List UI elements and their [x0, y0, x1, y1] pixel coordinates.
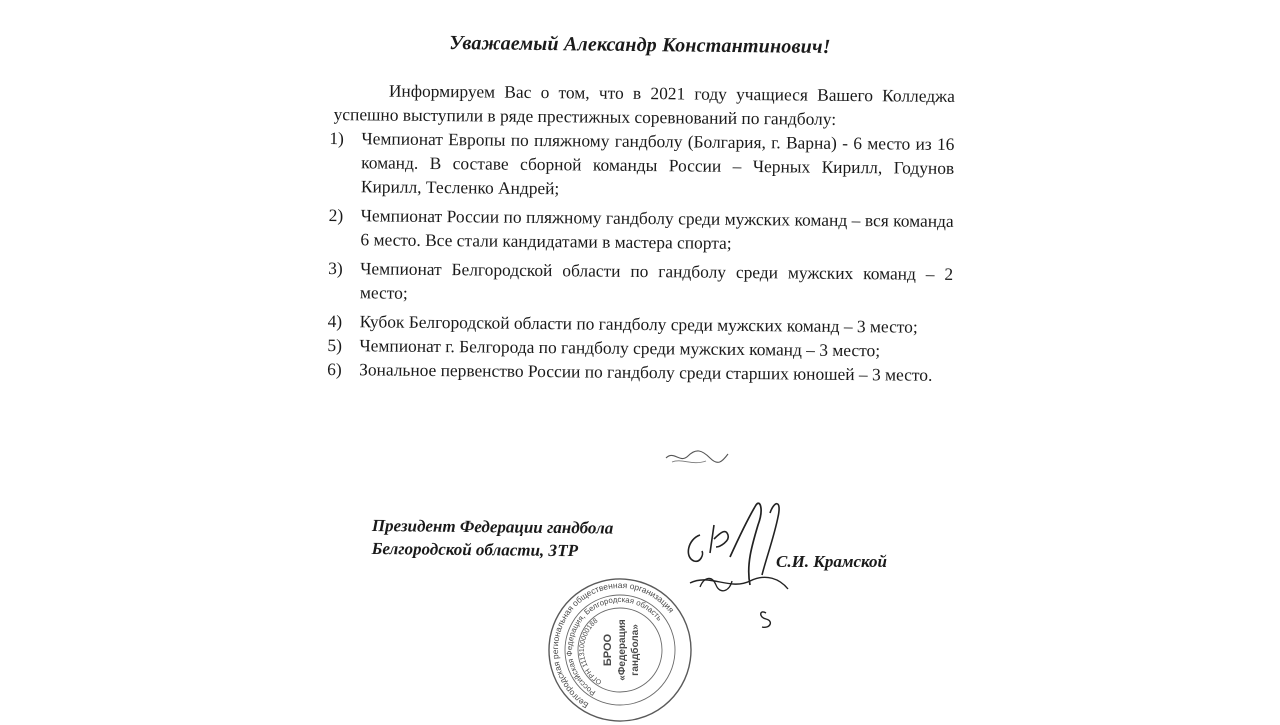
list-item	[328, 256, 953, 310]
list-item-number: 2)	[328, 204, 344, 226]
pen-scribble-mark	[662, 440, 732, 470]
list-item-number: 4)	[327, 310, 343, 332]
signer-name: С.И. Крамской	[776, 552, 887, 571]
intro-paragraph: Информируем Вас о том, что в 2021 году учащиеся Вашего Колледжа успешно выступили в ряде престижных соревнований по гандболу:	[333, 80, 955, 129]
signer-title-line1: Президент Федерации гандбола	[371, 515, 614, 538]
organization-stamp	[545, 575, 695, 725]
signer-title	[372, 514, 614, 563]
list-item-text: Чемпионат г. Белгорода по гандболу среди мужских команд – 3 место;	[359, 335, 881, 361]
stamp-center-line1: БРОО	[602, 633, 614, 667]
list-item	[328, 203, 953, 257]
letter-body	[327, 78, 955, 387]
list-item	[327, 357, 952, 387]
stamp-center-line2: «Федерация	[617, 619, 628, 681]
list-item-text: Чемпионат Белгородской области по гандболу среди мужских команд – 2 место;	[359, 258, 954, 303]
list-item-number: 5)	[327, 334, 343, 356]
list-item-text: Кубок Белгородской области по гандболу среди мужских команд – 3 место;	[359, 311, 918, 337]
signer-title-line2: Белгородской области, ЗТР	[371, 538, 579, 561]
list-item-number: 6)	[327, 358, 342, 380]
list-item-text: Чемпионат России по пляжному гандболу среди мужских команд – вся команда 6 место. Все стали кандидатами в мастера спорта;	[360, 205, 954, 253]
list-item-number: 3)	[328, 257, 343, 279]
stamp-ogrn-text: ОГРН 1113100000188	[578, 617, 604, 686]
list-item-text: Чемпионат Европы по пляжному гандболу (Болгария, г. Варна) - 6 место из 16 команд. В составе сборной команды России – Черных Кирилл, Годунов Кирилл, Тесленко Андрей;	[360, 128, 955, 199]
stamp-center-line3: гандбола»	[630, 624, 641, 676]
list-item-text: Зональное первенство России по гандболу среди старших юношей – 3 место.	[359, 359, 933, 385]
stamp-inner-ring-text: Российская Федерация, Белгородская область	[564, 594, 665, 698]
achievements-list	[327, 126, 954, 387]
list-item	[329, 126, 955, 204]
list-item-number: 1)	[329, 127, 345, 149]
salutation-heading: Уважаемый Александр Константинович!	[449, 32, 831, 58]
stamp-outer-ring-text: Белгородская региональная общественная организация	[549, 579, 677, 711]
